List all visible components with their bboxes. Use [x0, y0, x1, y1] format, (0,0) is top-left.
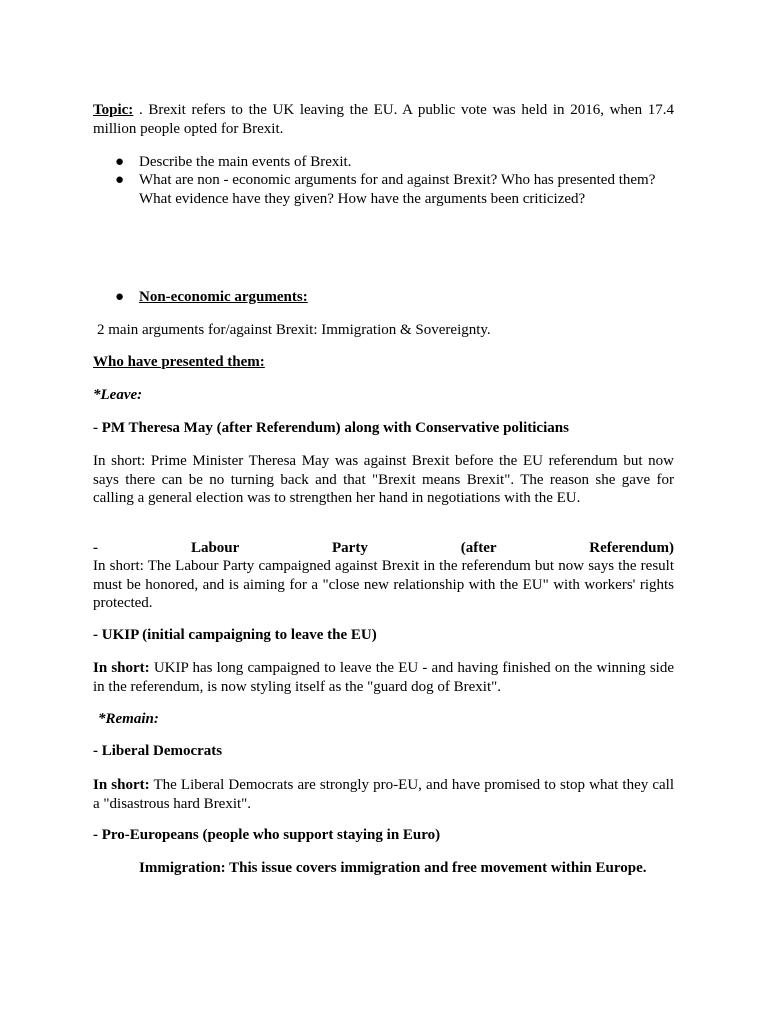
libdem-heading: - Liberal Democrats — [93, 743, 223, 759]
bullet-icon: ● — [115, 172, 125, 188]
libdem-text: The Liberal Democrats are strongly pro-EU, and have promised to stop what they call a "disastrous hard Brexit". — [93, 777, 674, 812]
main-arguments-text: 2 main arguments for/against Brexit: Immigration & Sovereignty. — [97, 322, 491, 338]
ukip-heading: - UKIP (initial campaigning to leave the EU) — [93, 627, 377, 643]
ukip-label: In short: — [93, 660, 150, 676]
bullet-icon: ● — [115, 154, 125, 170]
ukip-text: UKIP has long campaigned to leave the EU - and having finished on the winning side in the referendum, is now styling itself as the "guard dog of Brexit". — [93, 660, 674, 695]
question-text: Describe the main events of Brexit. — [139, 154, 352, 170]
pro-europeans-heading: - Pro-Europeans (people who support staying in Euro) — [93, 827, 441, 843]
bullet-icon: ● — [115, 289, 125, 305]
topic-label: Topic: — [93, 102, 134, 118]
topic-text: . Brexit refers to the UK leaving the EU. A public vote was held in 2016, when 17.4 million people opted for Brexit. — [93, 102, 674, 137]
topic-paragraph — [93, 101, 674, 138]
non-economic-item — [115, 288, 675, 307]
theresa-may-heading: - PM Theresa May (after Referendum) along with Conservative politicians — [93, 420, 569, 436]
libdem-label: In short: — [93, 777, 150, 793]
question-item — [115, 171, 675, 208]
leave-label: *Leave: — [93, 387, 143, 403]
libdem-paragraph — [93, 776, 674, 813]
theresa-may-text: In short: Prime Minister Theresa May was against Brexit before the EU referendum but now says there can be no turning back and that "Brexit means Brexit". The reason she gave for calling a general election was to strengthen her hand in negotiations with the EU. — [93, 453, 674, 506]
labour-text: In short: The Labour Party campaigned against Brexit in the referendum but now says the result must be honored, and is aiming for a "close new relationship with the EU" with workers' rights protected. — [93, 558, 674, 611]
non-economic-heading: Non-economic arguments: — [139, 289, 308, 305]
question-item — [115, 153, 675, 172]
who-presented-heading: Who have presented them: — [93, 354, 265, 370]
labour-heading: - Labour Party (after Referendum) — [93, 540, 674, 556]
immigration-heading: Immigration: This issue covers immigration and free movement within Europe. — [139, 860, 647, 876]
question-text: What are non - economic arguments for and against Brexit? Who has presented them? What evidence have they given? How have the arguments been criticized? — [139, 172, 656, 207]
remain-label: *Remain: — [98, 711, 159, 727]
ukip-paragraph — [93, 659, 674, 696]
